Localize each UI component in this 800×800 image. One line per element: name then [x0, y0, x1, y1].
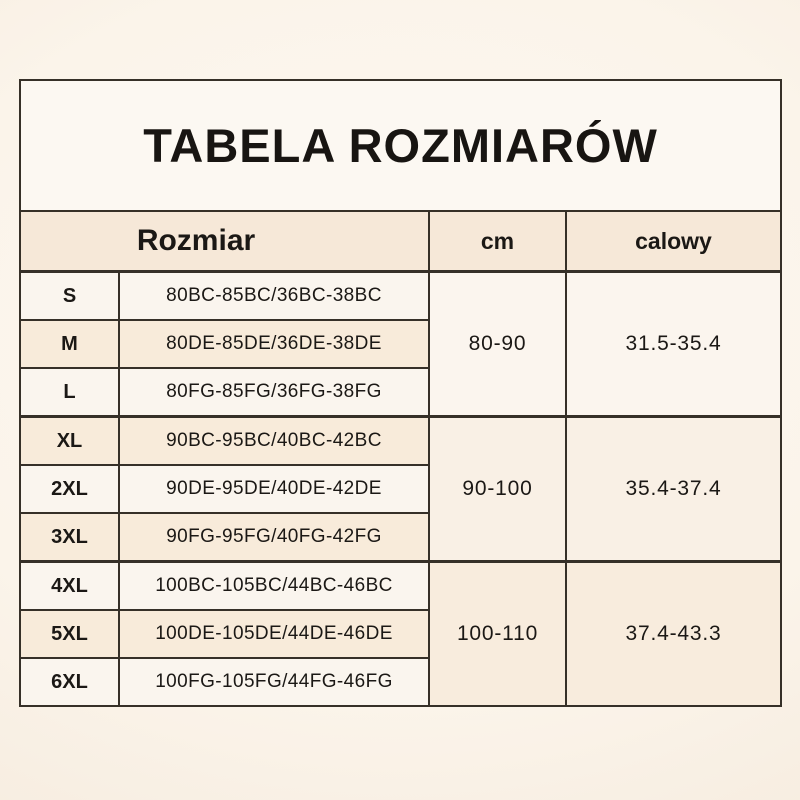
size-range-cell: 80DE-85DE/36DE-38DE	[119, 320, 429, 368]
size-label-cell: S	[20, 272, 119, 321]
size-range-cell: 80FG-85FG/36FG-38FG	[119, 368, 429, 417]
table-row	[20, 272, 781, 321]
size-label-cell: 5XL	[20, 610, 119, 658]
size-label-cell: 6XL	[20, 658, 119, 706]
size-range-cell: 100DE-105DE/44DE-46DE	[119, 610, 429, 658]
size-label-cell: 4XL	[20, 562, 119, 611]
size-label-cell: L	[20, 368, 119, 417]
size-range-cell: 90FG-95FG/40FG-42FG	[119, 513, 429, 562]
column-header-rozmiar: Rozmiar	[20, 211, 429, 272]
column-header-calowy: calowy	[566, 211, 781, 272]
cm-value-cell: 100-110	[429, 562, 566, 707]
size-chart-table	[19, 79, 782, 707]
size-range-cell: 90DE-95DE/40DE-42DE	[119, 465, 429, 513]
size-label-cell: M	[20, 320, 119, 368]
table-row	[20, 562, 781, 611]
inches-value-cell: 31.5-35.4	[566, 272, 781, 417]
size-range-cell: 90BC-95BC/40BC-42BC	[119, 417, 429, 466]
size-label-cell: 3XL	[20, 513, 119, 562]
header-row	[20, 211, 781, 272]
size-range-cell: 100FG-105FG/44FG-46FG	[119, 658, 429, 706]
size-range-cell: 100BC-105BC/44BC-46BC	[119, 562, 429, 611]
size-label-cell: 2XL	[20, 465, 119, 513]
inches-value-cell: 37.4-43.3	[566, 562, 781, 707]
size-range-cell: 80BC-85BC/36BC-38BC	[119, 272, 429, 321]
cm-value-cell: 80-90	[429, 272, 566, 417]
inches-value-cell: 35.4-37.4	[566, 417, 781, 562]
table-row	[20, 417, 781, 466]
column-header-cm: cm	[429, 211, 566, 272]
title-row	[20, 80, 781, 211]
table-title: TABELA ROZMIARÓW	[20, 80, 781, 211]
size-label-cell: XL	[20, 417, 119, 466]
cm-value-cell: 90-100	[429, 417, 566, 562]
